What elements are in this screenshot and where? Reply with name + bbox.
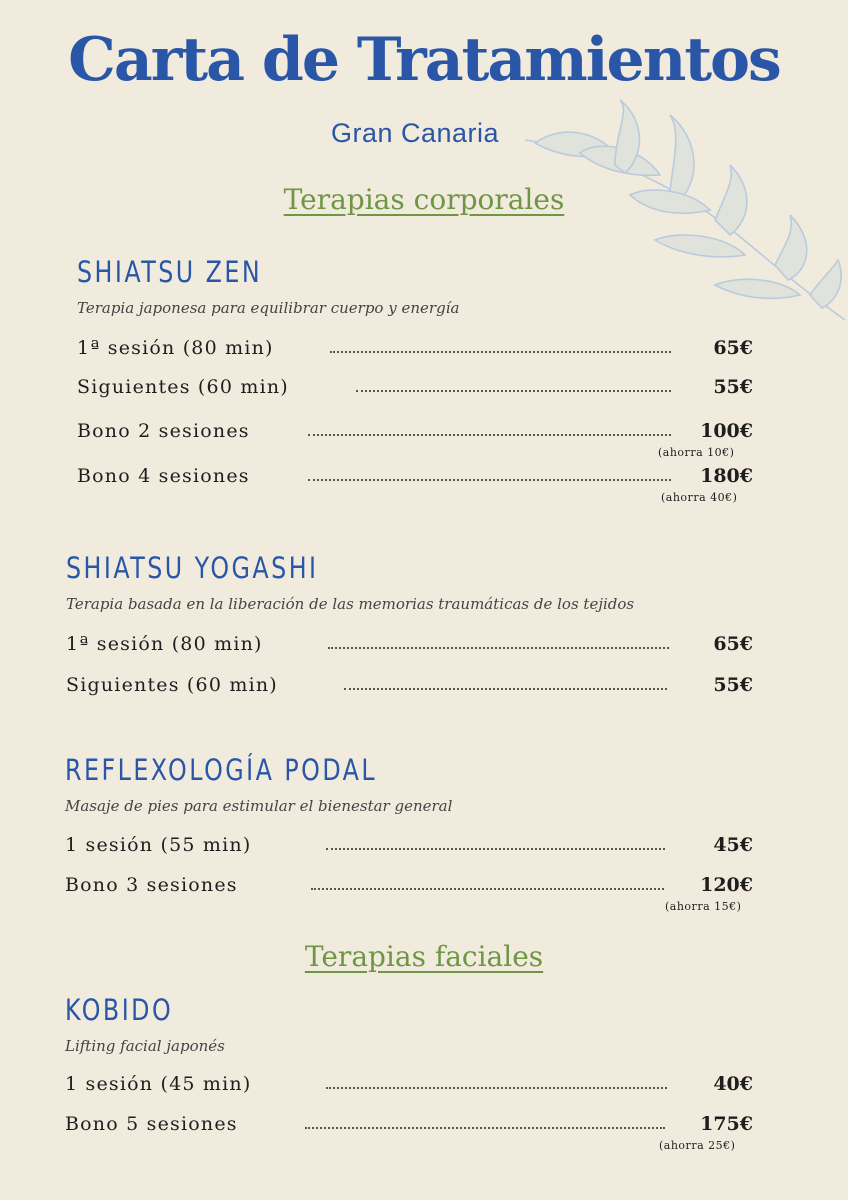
item-label: Bono 2 sesiones [77,420,250,442]
item-label: 1ª sesión (80 min) [77,337,274,359]
leader-dots [330,351,671,353]
item-price: 55€ [713,674,753,696]
section-title-corporales: Terapias corporales [283,183,565,216]
price-row [66,673,753,697]
item-price: 65€ [713,337,753,359]
savings-note: (ahorra 15€) [665,900,742,913]
item-label: Bono 4 sesiones [77,465,250,487]
price-row [77,375,753,399]
item-price: 100€ [700,420,753,442]
item-price: 40€ [713,1073,753,1095]
item-label: 1ª sesión (80 min) [66,633,263,655]
treatment-description: Lifting facial japonés [65,1037,225,1055]
treatment-name: KOBIDO [65,993,174,1027]
leader-dots [311,888,664,890]
item-price: 175€ [700,1113,753,1135]
treatment-kobido [65,993,753,1055]
treatment-shiatsu-yogashi [66,551,753,613]
savings-note: (ahorra 40€) [661,491,738,504]
page-title: Carta de Tratamientos [68,25,780,95]
page-subtitle: Gran Canaria [330,118,500,148]
treatment-reflexologia-podal [65,753,753,815]
item-label: Bono 5 sesiones [65,1113,238,1135]
price-row [77,336,753,360]
treatment-description: Terapia japonesa para equilibrar cuerpo y energía [77,299,460,317]
treatment-shiatsu-zen [77,255,753,317]
leader-dots [326,1087,667,1089]
item-label: 1 sesión (55 min) [65,834,252,856]
price-row [77,419,753,443]
item-price: 65€ [713,633,753,655]
section-title-faciales: Terapias faciales [304,940,544,973]
leader-dots [305,1127,665,1129]
savings-note: (ahorra 25€) [659,1139,736,1152]
item-label: Bono 3 sesiones [65,874,238,896]
treatment-description: Masaje de pies para estimular el bienestar general [65,797,453,815]
leader-dots [344,688,667,690]
item-label: Siguientes (60 min) [66,674,278,696]
price-row [65,1112,753,1136]
price-row [65,1072,753,1096]
price-row [66,632,753,656]
treatment-description: Terapia basada en la liberación de las memorias traumáticas de los tejidos [66,595,635,613]
item-label: Siguientes (60 min) [77,376,289,398]
item-price: 45€ [713,834,753,856]
leader-dots [326,848,665,850]
leader-dots [356,390,671,392]
item-price: 180€ [700,465,753,487]
item-price: 55€ [713,376,753,398]
item-price: 120€ [700,874,753,896]
leader-dots [308,434,671,436]
item-label: 1 sesión (45 min) [65,1073,252,1095]
price-row [65,833,753,857]
price-row [77,464,753,488]
treatment-name: SHIATSU ZEN [77,255,263,289]
leader-dots [328,647,669,649]
leader-dots [308,479,671,481]
treatment-name: REFLEXOLOGÍA PODAL [65,753,378,787]
savings-note: (ahorra 10€) [658,446,735,459]
price-row [65,873,753,897]
treatment-name: SHIATSU YOGASHI [66,551,319,585]
